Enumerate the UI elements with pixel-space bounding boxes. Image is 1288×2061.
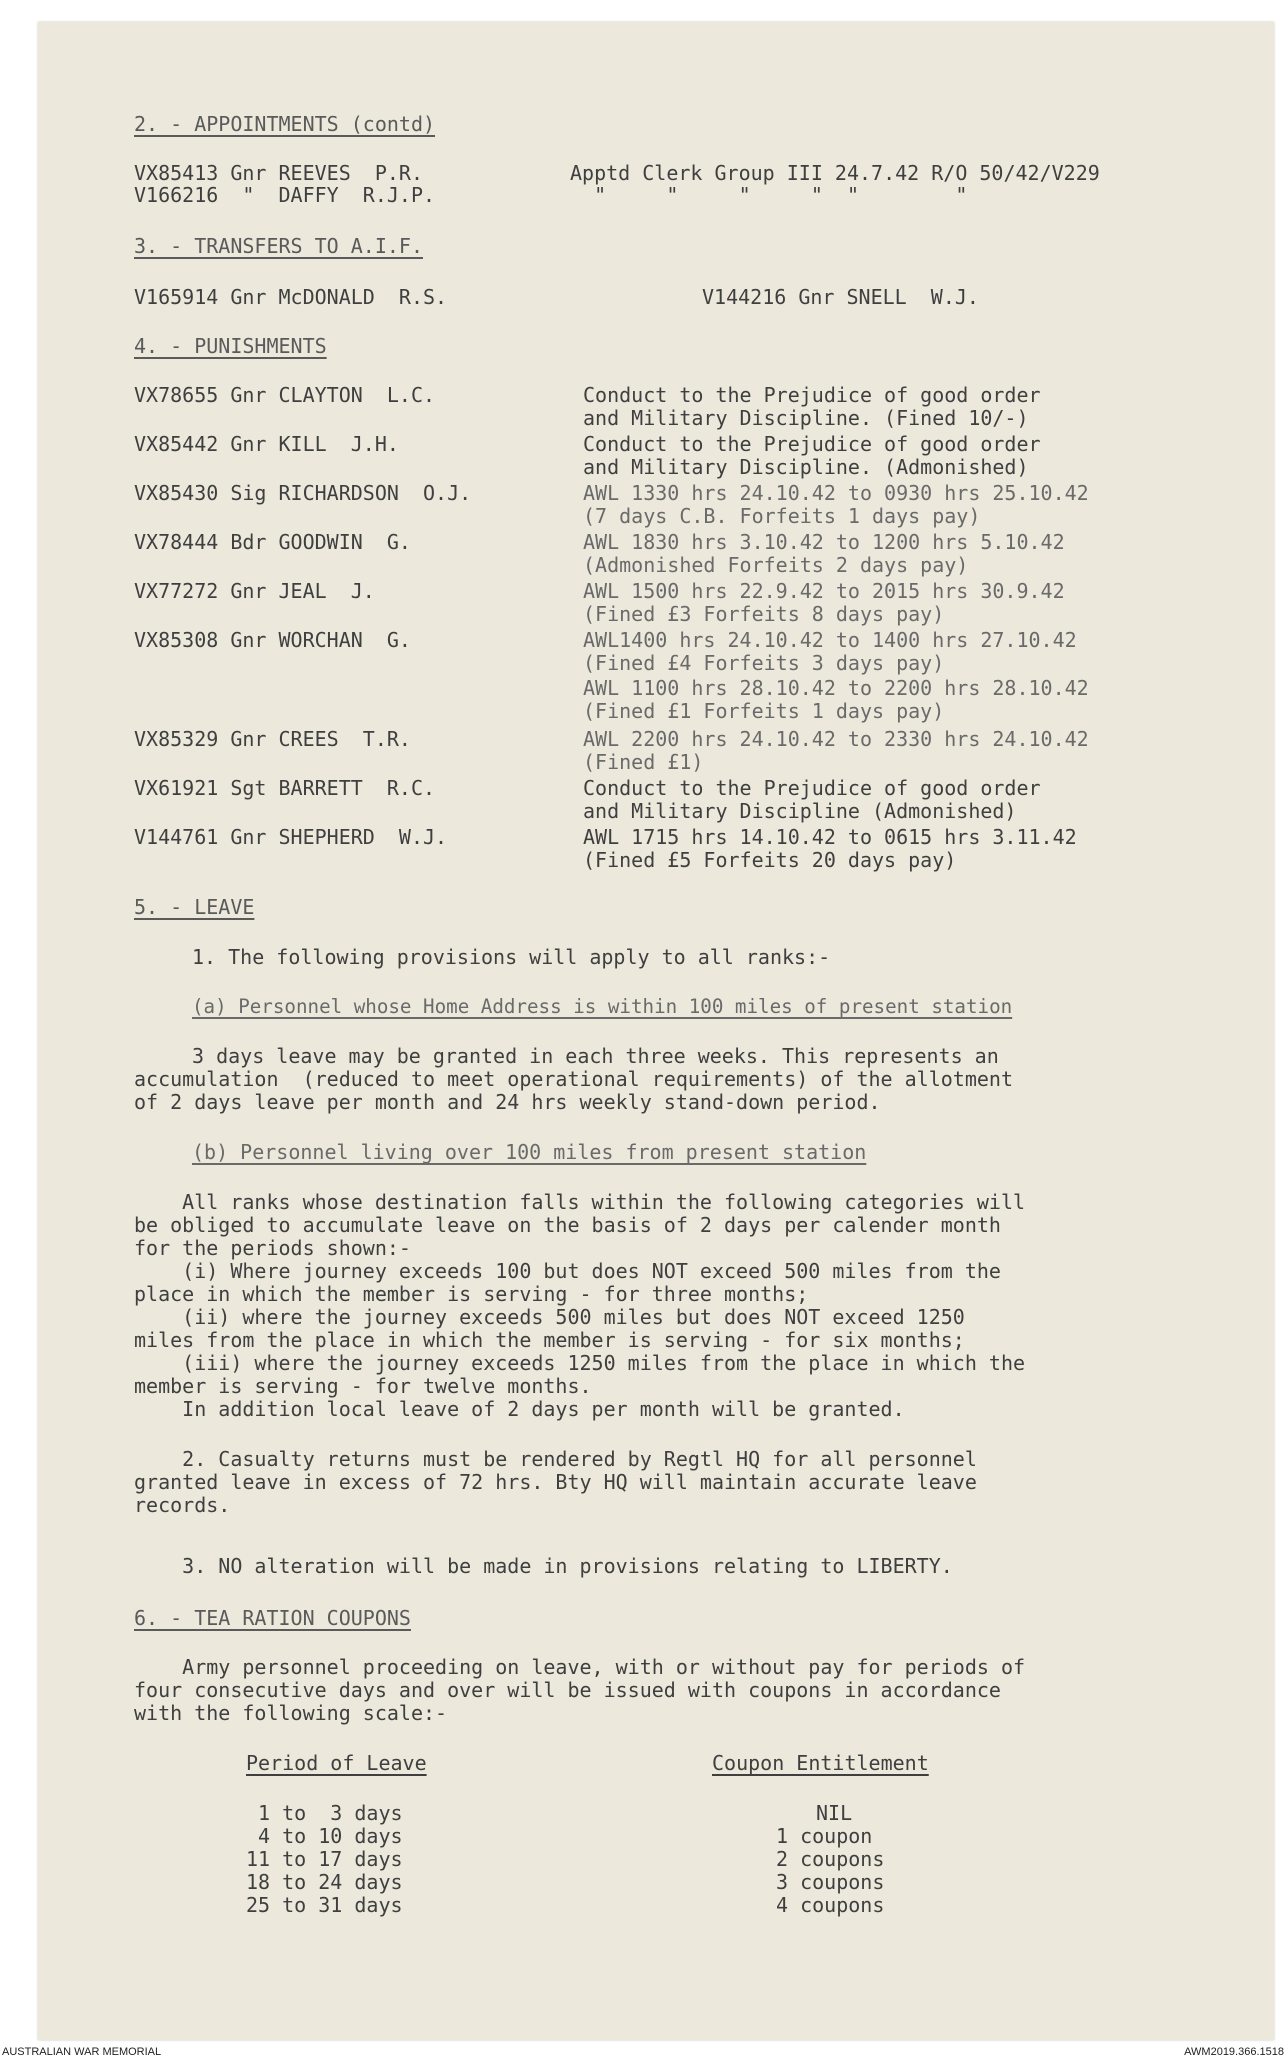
tea-para-line: Army personnel proceeding on leave, with or without pay for periods of	[134, 1655, 1026, 1679]
period-cell: 18 to 24 days	[246, 1870, 403, 1894]
leave-para-b-line: member is serving - for twelve months.	[134, 1374, 592, 1398]
period-cell: 25 to 31 days	[246, 1893, 403, 1917]
leave-para-a-line: accumulation (reduced to meet operational requirements) of the allotment	[134, 1067, 1013, 1091]
tea-heading: 6. - TEA RATION COUPONS	[134, 1606, 411, 1630]
punishment-name: VX85329 Gnr CREES T.R.	[134, 727, 411, 751]
punishment-detail: (Fined £1 Forfeits 1 days pay)	[583, 699, 945, 723]
leave-para-b-line: (ii) where the journey exceeds 500 miles but does NOT exceed 1250	[134, 1305, 965, 1329]
period-of-leave-header: Period of Leave	[246, 1751, 427, 1775]
leave-para-b-line: for the periods shown:-	[134, 1236, 411, 1260]
punishment-detail: and Military Discipline (Admonished)	[583, 799, 1017, 823]
leave-para-b-line: be obliged to accumulate leave on the basis of 2 days per calender month	[134, 1213, 1001, 1237]
leave-subheading-a: (a) Personnel whose Home Address is within 100 miles of present station	[192, 995, 1013, 1018]
period-cell: 11 to 17 days	[246, 1847, 403, 1871]
appointment-name: V166216 " DAFFY R.J.P.	[134, 183, 436, 207]
transfer-left: V165914 Gnr McDONALD R.S.	[134, 285, 448, 309]
leave-para-a-line: 3 days leave may be granted in each three weeks. This represents an	[192, 1044, 999, 1068]
appointment-detail: " " " " " "	[570, 183, 968, 207]
punishment-detail: (Admonished Forfeits 2 days pay)	[583, 553, 969, 577]
punishment-detail: AWL 1100 hrs 28.10.42 to 2200 hrs 28.10.42	[583, 676, 1089, 700]
footer-accession-number: AWM2019.366.1518	[1184, 2046, 1284, 2058]
coupon-cell: 2 coupons	[776, 1847, 885, 1871]
punishment-detail: (Fined £4 Forfeits 3 days pay)	[583, 651, 945, 675]
leave-para-b-line: In addition local leave of 2 days per month will be granted.	[134, 1397, 905, 1421]
punishment-detail: (Fined £3 Forfeits 8 days pay)	[583, 602, 945, 626]
punishment-name: VX85308 Gnr WORCHAN G.	[134, 628, 411, 652]
coupon-cell: NIL	[816, 1801, 853, 1825]
coupon-entitlement-header: Coupon Entitlement	[712, 1751, 929, 1775]
appointment-name: VX85413 Gnr REEVES P.R.	[134, 161, 423, 185]
leave-para-2-line: granted leave in excess of 72 hrs. Bty HQ will maintain accurate leave	[134, 1470, 977, 1494]
coupon-cell: 1 coupon	[776, 1824, 873, 1848]
punishment-detail: AWL 2200 hrs 24.10.42 to 2330 hrs 24.10.42	[583, 727, 1089, 751]
leave-para-b-line: place in which the member is serving - for three months;	[134, 1282, 809, 1306]
leave-para-2-line: records.	[134, 1493, 231, 1517]
coupon-cell: 3 coupons	[776, 1870, 885, 1894]
transfers-heading: 3. - TRANSFERS TO A.I.F.	[134, 234, 423, 258]
punishment-name: VX61921 Sgt BARRETT R.C.	[134, 776, 436, 800]
period-cell: 1 to 3 days	[246, 1801, 403, 1825]
punishment-detail: AWL 1715 hrs 14.10.42 to 0615 hrs 3.11.42	[583, 825, 1077, 849]
appointments-heading: 2. - APPOINTMENTS (contd)	[134, 112, 436, 136]
punishment-detail: Conduct to the Prejudice of good order	[583, 776, 1041, 800]
punishment-name: VX78444 Bdr GOODWIN G.	[134, 530, 411, 554]
leave-para-b-line: (iii) where the journey exceeds 1250 miles from the place in which the	[134, 1351, 1026, 1375]
tea-para-line: with the following scale:-	[134, 1701, 448, 1725]
punishment-detail: AWL1400 hrs 24.10.42 to 1400 hrs 27.10.42	[583, 628, 1077, 652]
punishment-detail: and Military Discipline. (Fined 10/-)	[583, 406, 1029, 430]
leave-subheading-b: (b) Personnel living over 100 miles from present station	[192, 1140, 867, 1164]
leave-para-2-line: 2. Casualty returns must be rendered by Regtl HQ for all personnel	[134, 1447, 977, 1471]
leave-para-3: 3. NO alteration will be made in provisions relating to LIBERTY.	[134, 1554, 953, 1578]
punishment-detail: and Military Discipline. (Admonished)	[583, 455, 1029, 479]
footer-credit: AUSTRALIAN WAR MEMORIAL	[2, 2046, 162, 2058]
appointment-detail: Apptd Clerk Group III 24.7.42 R/O 50/42/V229	[570, 161, 1100, 185]
punishment-detail: AWL 1500 hrs 22.9.42 to 2015 hrs 30.9.42	[583, 579, 1065, 603]
leave-para-b-line: All ranks whose destination falls within the following categories will	[134, 1190, 1026, 1214]
punishment-detail: (Fined £1)	[583, 750, 704, 774]
punishment-detail: (Fined £5 Forfeits 20 days pay)	[583, 848, 957, 872]
leave-para-b-line: (i) Where journey exceeds 100 but does NOT exceed 500 miles from the	[134, 1259, 1001, 1283]
transfer-right: V144216 Gnr SNELL W.J.	[702, 285, 979, 309]
punishment-name: VX77272 Gnr JEAL J.	[134, 579, 375, 603]
leave-para-a-line: of 2 days leave per month and 24 hrs weekly stand-down period.	[134, 1090, 881, 1114]
punishment-name: V144761 Gnr SHEPHERD W.J.	[134, 825, 448, 849]
punishment-name: VX85430 Sig RICHARDSON O.J.	[134, 481, 472, 505]
punishment-detail: (7 days C.B. Forfeits 1 days pay)	[583, 504, 981, 528]
punishment-detail: Conduct to the Prejudice of good order	[583, 383, 1041, 407]
leave-heading: 5. - LEAVE	[134, 895, 255, 919]
punishment-detail: AWL 1330 hrs 24.10.42 to 0930 hrs 25.10.42	[583, 481, 1089, 505]
coupon-cell: 4 coupons	[776, 1893, 885, 1917]
punishment-detail: Conduct to the Prejudice of good order	[583, 432, 1041, 456]
leave-intro: 1. The following provisions will apply to all ranks:-	[192, 945, 831, 969]
punishment-name: VX85442 Gnr KILL J.H.	[134, 432, 399, 456]
tea-para-line: four consecutive days and over will be issued with coupons in accordance	[134, 1678, 1001, 1702]
document-page	[38, 22, 1274, 2040]
leave-para-b-line: miles from the place in which the member is serving - for six months;	[134, 1328, 965, 1352]
punishments-heading: 4. - PUNISHMENTS	[134, 334, 327, 358]
punishment-name: VX78655 Gnr CLAYTON L.C.	[134, 383, 436, 407]
period-cell: 4 to 10 days	[246, 1824, 403, 1848]
punishment-detail: AWL 1830 hrs 3.10.42 to 1200 hrs 5.10.42	[583, 530, 1065, 554]
